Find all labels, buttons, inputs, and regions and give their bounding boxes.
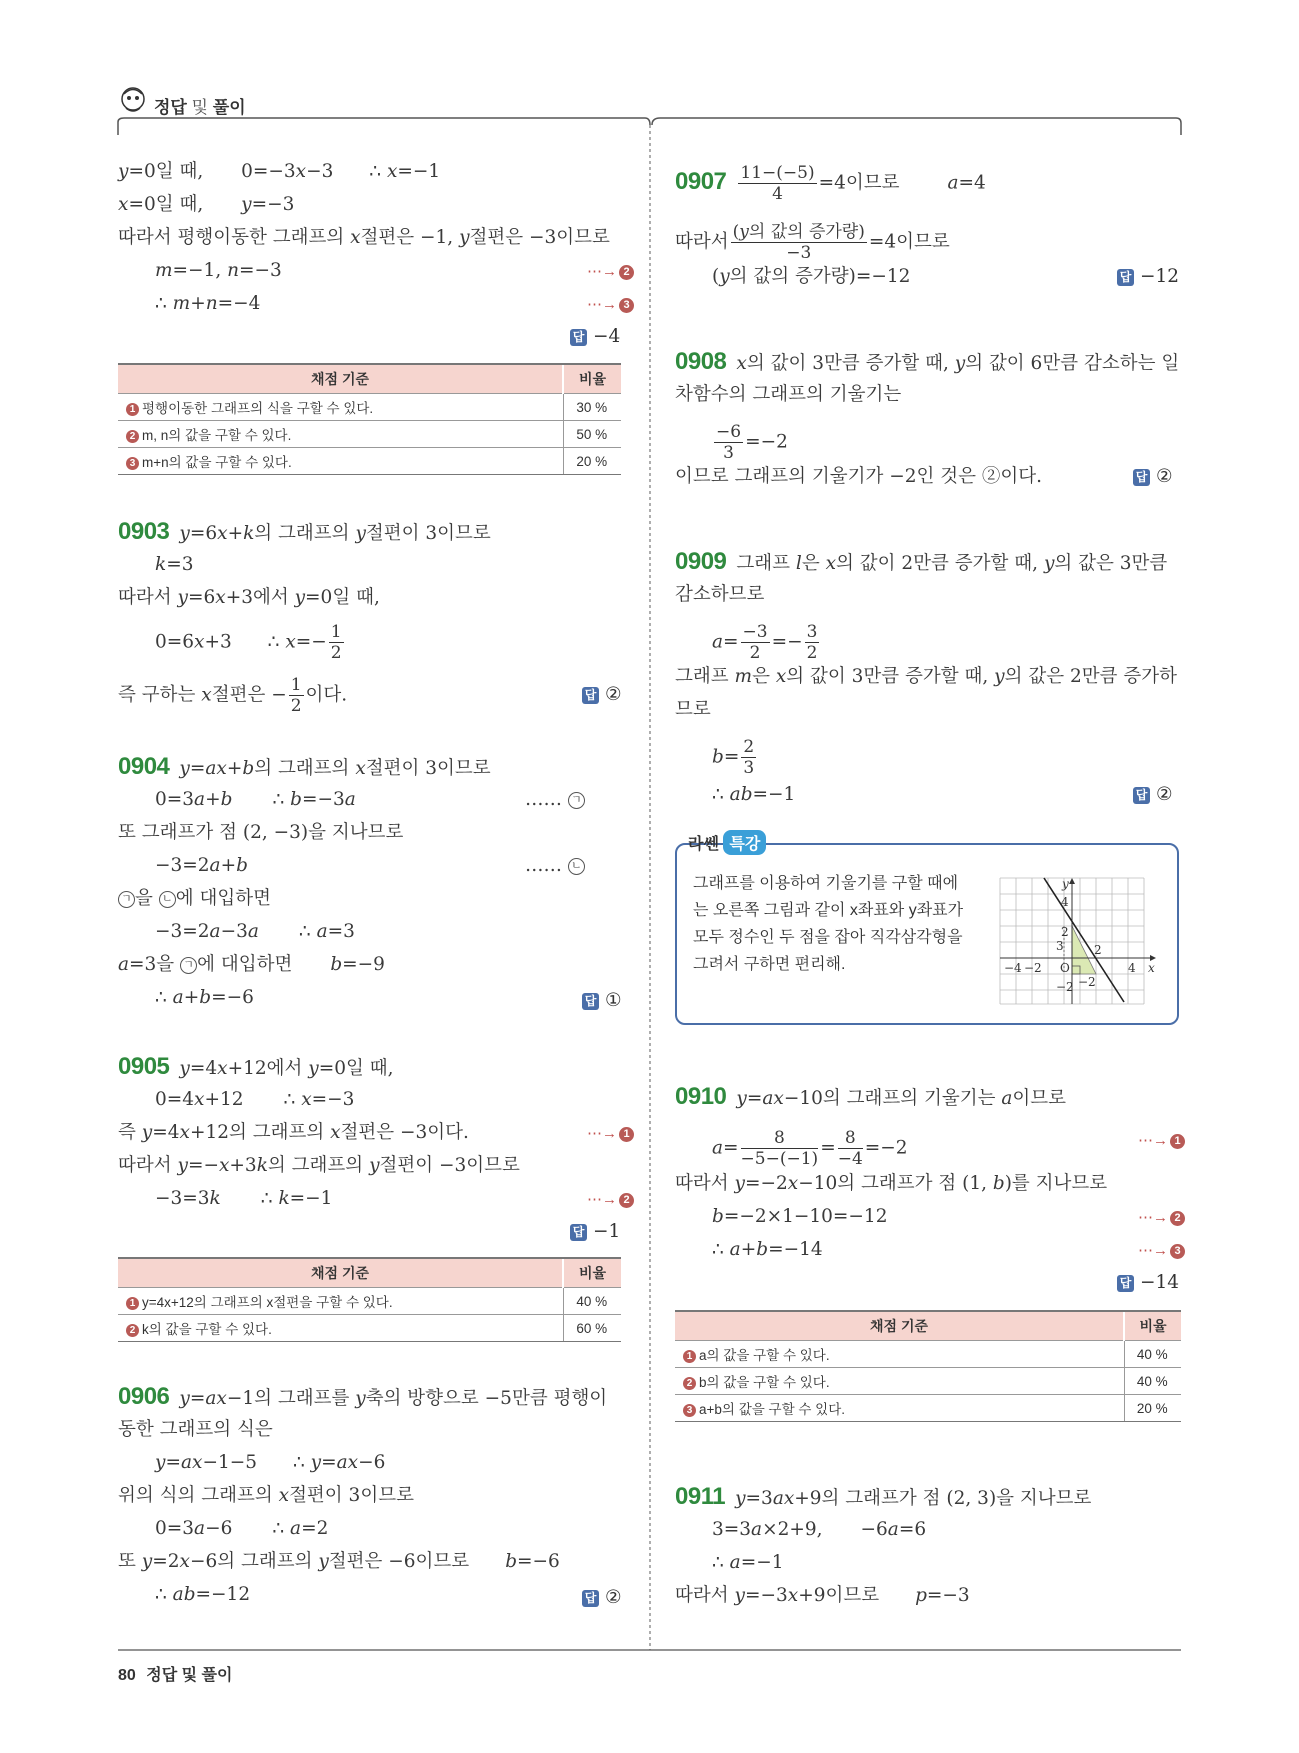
- step-marker: ⋯→ 1: [1138, 1131, 1185, 1149]
- problem-0911: 0911 y=3ax+9의 그래프가 점 (2, 3)을 지나므로: [675, 1483, 1092, 1510]
- answer: 답 −1: [570, 1220, 620, 1244]
- page-number: 80: [118, 1667, 136, 1684]
- svg-text:−4: −4: [1004, 961, 1022, 975]
- svg-text:4: 4: [1128, 961, 1136, 975]
- mascot-icon: [118, 86, 148, 116]
- problem-0909: 0909 그래프 l은 x의 값이 2만큼 증가할 때, y의 값은 3만큼: [675, 548, 1168, 575]
- lecture-text: 그래프를 이용하여 기울기를 구할 때에 는 오른쪽 그림과 같이 x좌표와 y좌표가 모두 정수인 두 점을 잡아 직각삼각형을 그려서 구하면 편리해.: [693, 875, 964, 973]
- slope-graph: [998, 876, 1158, 1008]
- problem-0908: 0908 x의 값이 3만큼 증가할 때, y의 값이 6만큼 감소하는 일: [675, 348, 1180, 375]
- svg-text:2: 2: [1094, 943, 1102, 957]
- answer: 답 −4: [570, 325, 620, 349]
- svg-text:−2: −2: [1056, 980, 1074, 994]
- answer-icon: 답: [570, 329, 587, 346]
- svg-text:y: y: [1062, 877, 1069, 891]
- step-marker: ⋯→ 2: [587, 262, 634, 280]
- answer: 답 ②: [1133, 465, 1173, 489]
- step-marker: ⋯→ 3: [587, 295, 634, 313]
- lecture-tag: 라쎈 특강: [688, 830, 766, 855]
- problem-0907: 0907 $\frac{11-(-5)}{4}$ =4이므로 a=4: [675, 163, 986, 204]
- step-marker: ⋯→ 2: [587, 1190, 634, 1208]
- svg-text:x: x: [1148, 961, 1155, 975]
- svg-text:O: O: [1060, 961, 1070, 975]
- problem-0905: 0905 y=4x+12에서 y=0일 때,: [118, 1053, 394, 1080]
- answer: 답 ②: [582, 683, 622, 707]
- svg-text:4: 4: [1061, 895, 1069, 909]
- svg-text:3: 3: [1056, 939, 1064, 953]
- answer: 답 −14: [1117, 1271, 1179, 1295]
- svg-text:−2: −2: [1078, 975, 1096, 989]
- scoring-table: 채점 기준 비율 1 y=4x+12의 그래프의 x절편을 구할 수 있다. 40 % 2 k의 값을 구할 수 있다. 60 %: [118, 1257, 621, 1342]
- step-marker: ⋯→ 2: [1138, 1208, 1185, 1226]
- answer: 답 ②: [582, 1586, 622, 1610]
- header-title: 정답: [154, 98, 187, 117]
- svg-text:−2: −2: [1024, 961, 1042, 975]
- svg-text:2: 2: [1061, 925, 1069, 939]
- page-footer: [118, 1662, 232, 1685]
- scoring-table: 채점 기준 비율 1 평행이동한 그래프의 식을 구할 수 있다. 30 % 2 m, n의 값을 구할 수 있다. 50 % 3 m+n의 값을 구할 수 있다. 20 %: [118, 363, 621, 475]
- problem-0903: 0903 y=6x+k의 그래프의 y절편이 3이므로: [118, 518, 491, 545]
- scoring-table: 채점 기준 비율 1 a의 값을 구할 수 있다. 40 % 2 b의 값을 구할 수 있다. 40 % 3 a+b의 값을 구할 수 있다. 20 %: [675, 1310, 1181, 1422]
- step-marker: ⋯→ 3: [1138, 1241, 1185, 1259]
- answer: 답 −12: [1117, 265, 1179, 289]
- answer: 답 ②: [1133, 783, 1173, 807]
- footer-title: 정답 및 풀이: [146, 1667, 233, 1684]
- problem-0904: 0904 y=ax+b의 그래프의 x절편이 3이므로: [118, 753, 491, 780]
- problem-0906: 0906 y=ax−1의 그래프를 y축의 방향으로 −5만큼 평행이: [118, 1383, 608, 1410]
- answer: 답 ①: [582, 989, 622, 1013]
- problem-0910: 0910 y=ax−10의 그래프의 기울기는 a이므로: [675, 1083, 1067, 1110]
- step-marker: ⋯→ 1: [587, 1124, 634, 1142]
